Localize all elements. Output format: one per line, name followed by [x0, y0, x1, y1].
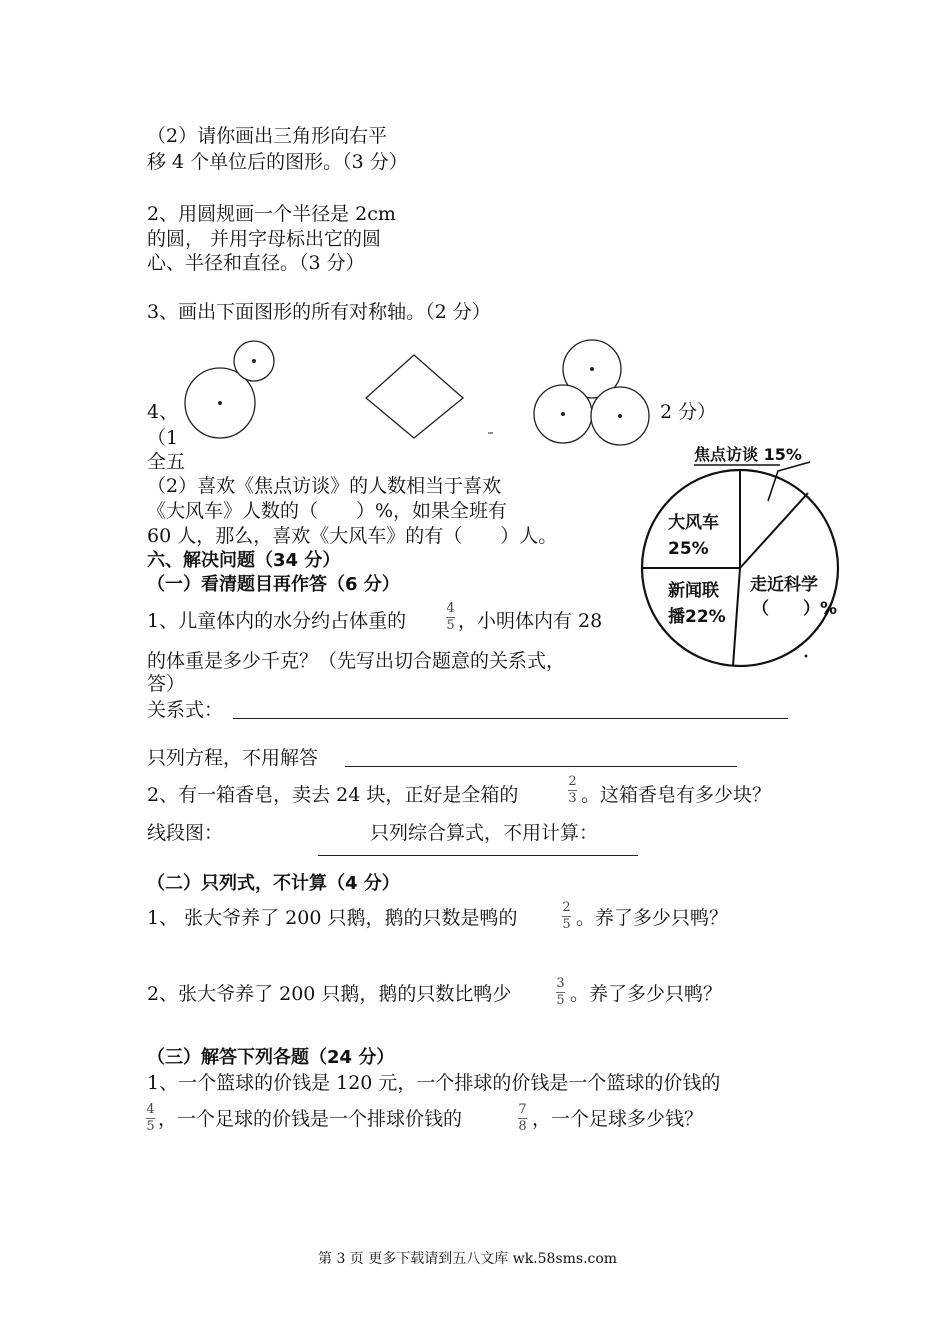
relation-answer-line[interactable]	[233, 718, 788, 719]
q5-text-line1: 1、一个篮球的价钱是 120 元，一个排球的价钱是一个篮球的价钱的	[147, 1072, 721, 1094]
q4-text-b: 。养了多少只鸭？	[570, 983, 723, 1005]
q-circle-line1: 2、用圆规画一个半径是 2cm	[147, 203, 396, 225]
q-circle-line3: 心、半径和直径。（3 分）	[147, 252, 365, 274]
equation-answer-line[interactable]	[345, 766, 737, 767]
q2-fraction: 2 3	[568, 774, 577, 806]
q2-text-a: 2、有一箱香皂，卖去 24 块，正好是全箱的	[147, 784, 519, 806]
subsection3-heading: （三）解答下列各题（24 分）	[147, 1047, 395, 1068]
subsection2-heading: （二）只列式，不计算（4 分）	[147, 873, 400, 894]
pie-label-windmill-name: 大风车	[668, 513, 719, 533]
formula-label: 只列综合算式，不用计算：	[370, 822, 599, 844]
q5-text-c: ，一个足球多少钱？	[532, 1108, 704, 1130]
q4-score-fragment: 2 分）	[660, 401, 717, 423]
equation-label: 只列方程，不用解答	[147, 747, 319, 769]
pie-label-news-name: 新闻联	[668, 581, 719, 601]
q3-text-a: 1、 张大爷养了 200 只鹅，鹅的只数是鸭的	[147, 907, 518, 929]
q4-part2-line2: 《大风车》人数的（ ）%，如果全班有	[147, 500, 508, 522]
q1-text-line3: 答）	[147, 673, 186, 695]
q4-fragment-1: （1	[147, 427, 179, 449]
q1-text-line2: 的体重是多少千克？（先写出切合题意的关系式，	[147, 650, 566, 672]
q1-text-b: ，小明体内有 28	[458, 610, 603, 632]
q4-text-a: 2、张大爷养了 200 只鹅，鹅的只数比鸭少	[147, 983, 512, 1005]
q3-fraction: 2 5	[562, 900, 571, 932]
q4-part2-line1: （2）喜欢《焦点访谈》的人数相当于喜欢	[147, 475, 502, 497]
q4-number: 4、	[147, 401, 179, 423]
q4-fraction: 3 5	[556, 976, 565, 1008]
q-circle-line2: 的圆， 并用字母标出它的圆	[147, 228, 382, 250]
formula-answer-line[interactable]	[318, 855, 638, 856]
q5-text-b: ，一个足球的价钱是一个排球价钱的	[158, 1108, 463, 1130]
q4-part2-line3: 60 人，那么，喜欢《大风车》的有（ ）人。	[147, 525, 558, 547]
q2-translate-line2: 移 4 个单位后的图形。（3 分）	[147, 151, 408, 173]
segment-diagram-label: 线段图：	[147, 822, 224, 844]
pie-label-science-name: 走近科学	[750, 575, 818, 595]
pie-label-news-value: 播22%	[668, 607, 726, 627]
q5-fraction-1: 4 5	[146, 1102, 155, 1134]
relation-label: 关系式：	[147, 699, 224, 721]
q1-text-a: 1、儿童体内的水分约占体重的	[147, 610, 407, 632]
q-symmetry-axis: 3、画出下面图形的所有对称轴。（2 分）	[147, 301, 491, 323]
q2-translate-line1: （2）请你画出三角形向右平	[147, 125, 388, 147]
page-footer: 第 3 页 更多下载请到五八文库 wk.58sms.com	[318, 1251, 618, 1267]
q5-fraction-2: 7 8	[518, 1102, 527, 1134]
q2-text-b: 。这箱香皂有多少块？	[581, 784, 772, 806]
q4-fragment-2: 全五	[147, 451, 186, 473]
pie-label-focus: 焦点访谈 15%	[694, 445, 802, 464]
subsection1-heading: （一）看清题目再作答（6 分）	[147, 574, 400, 595]
section6-heading: 六、解决问题（34 分）	[147, 550, 341, 571]
pie-label-windmill-value: 25%	[668, 539, 709, 559]
pie-label-science-value: （ ）%	[752, 599, 838, 619]
q1-fraction: 4 5	[446, 601, 455, 633]
q3-text-b: 。养了多少只鸭？	[576, 907, 729, 929]
